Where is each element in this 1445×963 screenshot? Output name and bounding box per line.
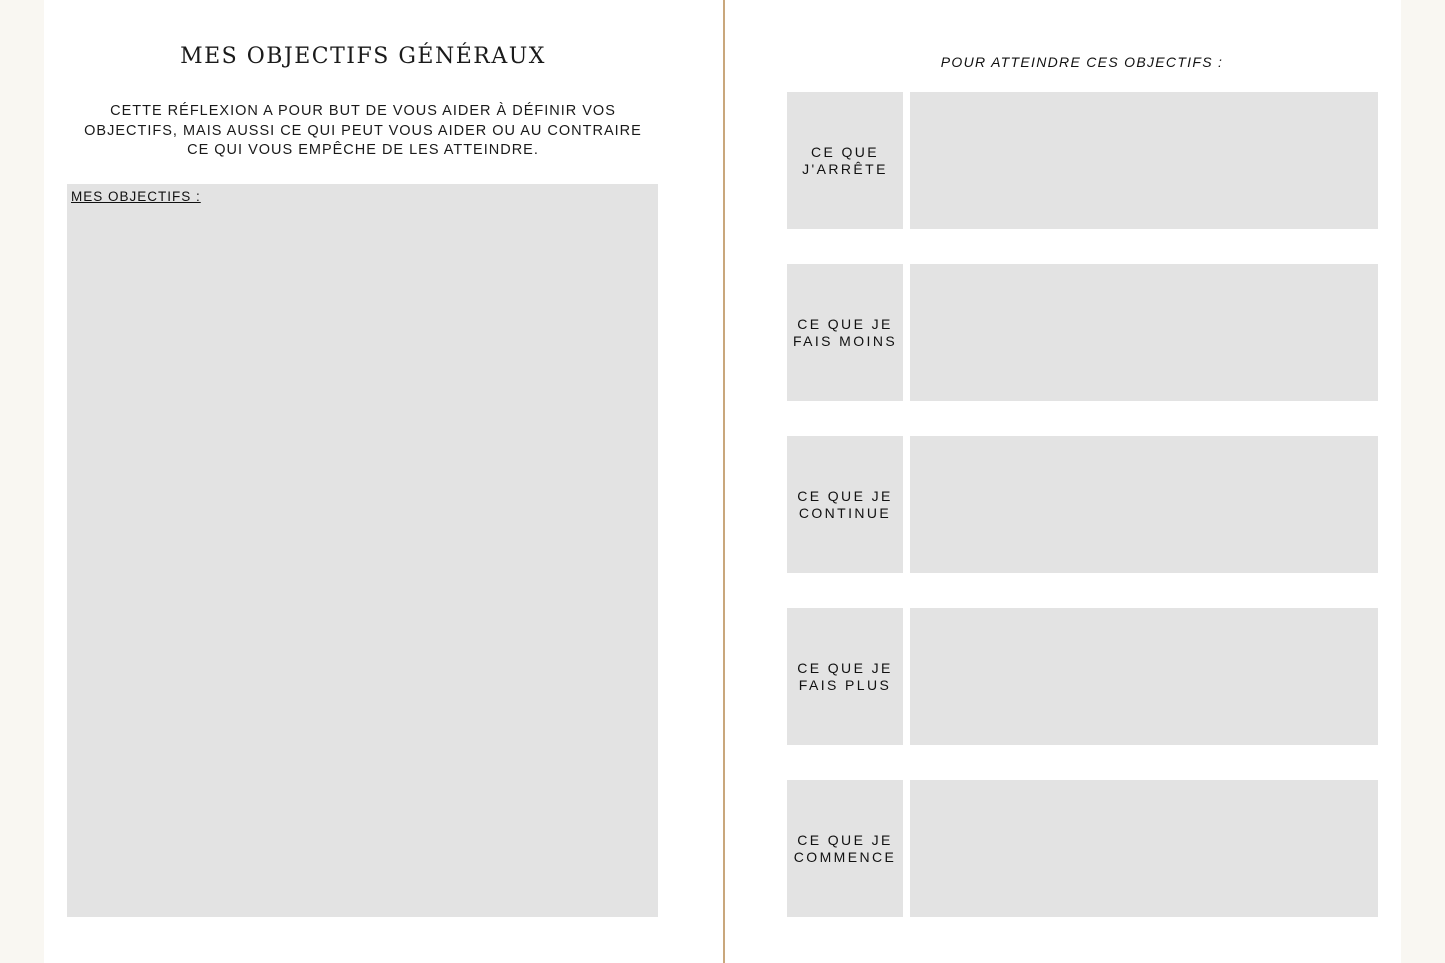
action-label-more	[787, 608, 903, 745]
action-row-more	[787, 608, 1378, 745]
action-row-less	[787, 264, 1378, 401]
action-label-line: CE QUE JE	[797, 659, 893, 676]
right-page	[725, 0, 1401, 963]
action-label-less	[787, 264, 903, 401]
action-label-continue	[787, 436, 903, 573]
action-label-line: CE QUE	[810, 143, 880, 160]
actions-heading: POUR ATTEINDRE CES OBJECTIFS :	[940, 54, 1224, 70]
action-row-continue	[787, 436, 1378, 573]
action-label-line: CE QUE JE	[797, 487, 893, 504]
action-writing-area-more[interactable]	[910, 608, 1378, 745]
intro-line: OBJECTIFS, MAIS AUSSI CE QUI PEUT VOUS AIDER OU AU CONTRAIRE	[84, 122, 642, 139]
action-writing-area-stop[interactable]	[910, 92, 1378, 229]
action-writing-area-continue[interactable]	[910, 436, 1378, 573]
action-label-line: COMMENCE	[793, 848, 897, 865]
intro-line: CETTE RÉFLEXION A POUR BUT DE VOUS AIDER À DÉFINIR VOS	[110, 103, 616, 119]
objectives-writing-area[interactable]	[67, 184, 658, 917]
action-label-stop	[787, 92, 903, 229]
action-label-line: FAIS MOINS	[792, 332, 898, 349]
action-label-line: FAIS PLUS	[798, 676, 892, 693]
action-row-stop	[787, 92, 1378, 229]
left-page	[44, 0, 723, 963]
action-label-line: CONTINUE	[798, 504, 892, 521]
action-label-start	[787, 780, 903, 917]
objectives-label: MES OBJECTIFS :	[71, 189, 201, 204]
action-writing-area-start[interactable]	[910, 780, 1378, 917]
action-label-line: CE QUE JE	[797, 831, 893, 848]
action-row-start	[787, 780, 1378, 917]
intro-line: CE QUI VOUS EMPÊCHE DE LES ATTEINDRE.	[187, 142, 539, 158]
intro-text	[66, 102, 660, 161]
action-writing-area-less[interactable]	[910, 264, 1378, 401]
page-title: MES OBJECTIFS GÉNÉRAUX	[180, 44, 546, 69]
action-label-line: CE QUE JE	[797, 315, 893, 332]
action-label-line: J'ARRÊTE	[802, 160, 888, 177]
